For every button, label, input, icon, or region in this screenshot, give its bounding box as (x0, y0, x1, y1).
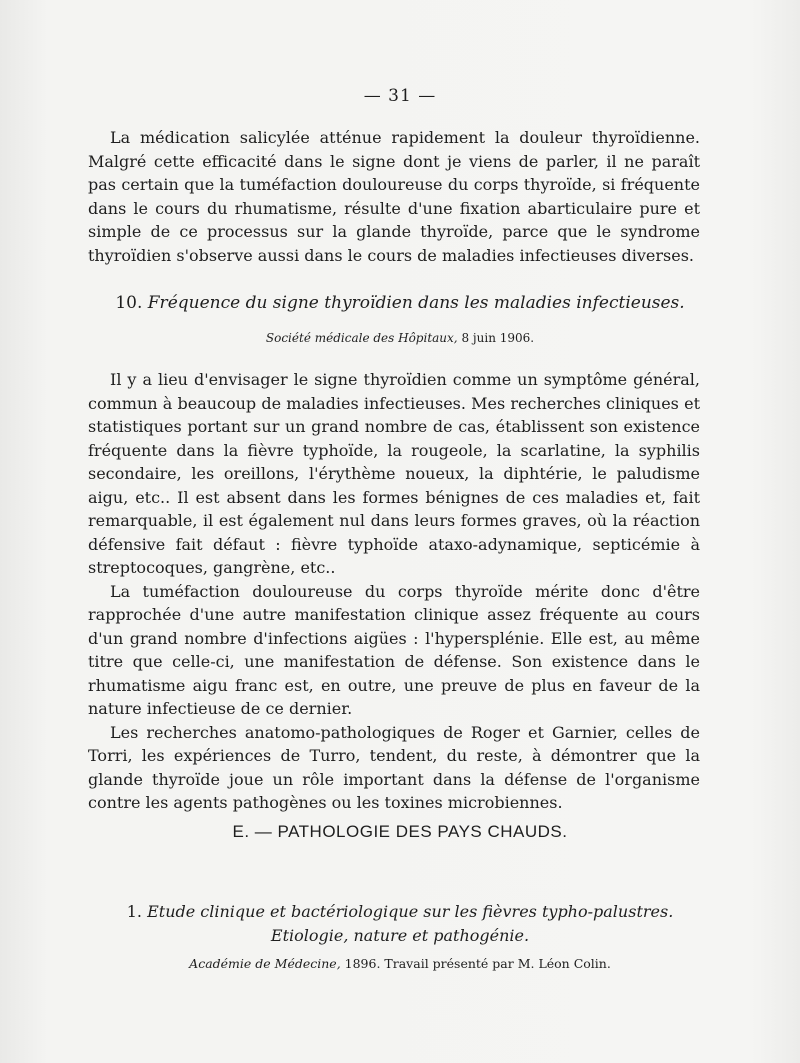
study-heading-1 (100, 900, 700, 948)
body-text-section-10 (88, 368, 700, 815)
reference-date: 8 juin 1906. (461, 331, 535, 345)
study-reference (0, 956, 800, 971)
paragraph-hypersplenie: La tuméfaction douloureuse du corps thyroïde mérite donc d'être rapprochée d'une autre manifestation clinique assez fréquente au cours d'un grand nombre d'infections aigües : l'hypersplénie. Elle est, au même titre que celle-ci, une manifestation de défense. Son existence dans le rhumatisme aigu franc est, en outre, une preuve de plus en faveur de la nature infectieuse de ce dernier. (88, 581, 700, 718)
section-title: Fréquence du signe thyroïdien dans les maladies infectieuses. (147, 293, 685, 313)
paragraph-symptom: Il y a lieu d'envisager le signe thyroïdien comme un symptôme général, commun à beaucoup de maladies infectieuses. Mes recherches cliniques et statistiques portant sur un grand nombre de cas, établissent son existence fréquente dans la fièvre typhoïde, la rougeole, la scarlatine, la syphilis secondaire, les oreillons, l'érythème noueux, la diphtérie, le paludisme aigu, etc.. Il est absent dans les formes bénignes de ces maladies et, fait remarquable, il est également nul dans leurs formes graves, où la réaction défensive fait défaut : fièvre typhoïde ataxo-adynamique, septicémie à streptocoques, gangrène, etc.. (88, 370, 700, 577)
section-reference (0, 331, 800, 345)
section-number: 10. (115, 293, 143, 313)
reference-society: Société médicale des Hôpitaux, (265, 331, 458, 345)
paragraph-text: La médication salicylée atténue rapidement la douleur thyroïdienne. Malgré cette efficacité dans le signe dont je viens de parler, il ne paraît pas certain que la tuméfaction douloureuse du corps thyroïde, si fréquente dans le cours du rhumatisme, résulte d'une fixation abarticulaire pure et simple de ce processus sur la glande thyroïde, parce que le syndrome thyroïdien s'observe aussi dans le cours de maladies infectieuses diverses. (88, 128, 700, 265)
study-number: 1. (126, 902, 142, 921)
reference-details: 1896. Travail présenté par M. Léon Colin. (344, 956, 611, 971)
section-heading-10 (80, 293, 720, 313)
reference-academy: Académie de Médecine, (189, 956, 341, 971)
paragraph-salicylate (88, 126, 700, 267)
study-title: Etude clinique et bactériologique sur les fièvres typho-palustres. Etiologie, nature et pathogénie. (147, 902, 674, 945)
chapter-heading: E. — PATHOLOGIE DES PAYS CHAUDS. (232, 822, 568, 841)
page-number: — 31 — (363, 86, 437, 106)
paragraph-research: Les recherches anatomo-pathologiques de Roger et Garnier, celles de Torri, les expériences de Turro, tendent, du reste, à démontrer que la glande thyroïde joue un rôle important dans la défense de l'organisme contre les agents pathogènes ou les toxines microbiennes. (88, 722, 700, 812)
